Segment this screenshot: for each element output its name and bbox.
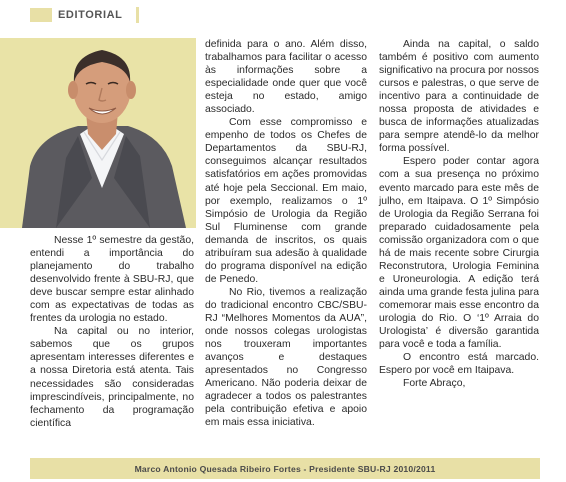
- signature-bar: [30, 458, 540, 479]
- author-signature: Marco Antonio Quesada Ribeiro Fortes - Presidente SBU-RJ 2010/2011: [134, 463, 436, 474]
- paragraph: Com esse compromisso e empenho de todos os Chefes de Departamentos da SBU-RJ, conseguimos alcançar resultados satisfatórios em ações promovidas até hoje pela Seccional. Em maio, por exemplo, realizamos o 1º Simpósio de Urologia da Região Sul Fluminense com grande demanda de inscritos, os quais atribuíram sua adesão à qualidade do programa disponível na edição de Penedo.: [205, 117, 367, 285]
- paragraph: Nesse 1º semestre da gestão, entendi a importância do planejamento do trabalho desenvolvido frente à SBU-RJ, que deve buscar sempre estar alinhado com as expectativas de todas as frentes da urologia no estado.: [30, 235, 194, 325]
- paragraph: Ainda na capital, o saldo também é positivo com aumento significativo na procura por nossos cursos e palestras, o que serve de incentivo para a continuidade de nossa proposta de atividades e busca de informações atualizadas para sempre atendê-lo da melhor forma possível.: [379, 39, 539, 155]
- author-portrait-image: [0, 38, 196, 228]
- header-divider: [136, 7, 139, 23]
- article-column-1: [30, 234, 194, 430]
- paragraph: O encontro está marcado. Espero por você em Itaipava.: [379, 352, 539, 377]
- author-photo: [0, 38, 196, 228]
- section-title: EDITORIAL: [58, 9, 123, 21]
- header-swatch: [30, 8, 52, 22]
- paragraph: Espero poder contar agora com a sua presença no próximo evento marcado para este mês de julho, em Itaipava. O 1º Simpósio de Urologia da Região Serrana foi preparado cuidadosamente pela comissão organizadora com o que há de mais recente sobre Cirurgia Reconstrutora, Urologia Feminina e Uroneurologia. A edição terá ainda uma grande festa julina para comemorar mais esse encontro da urologia do Rio. O ‘1º Arraia do Urologista’ é diversão garantida para você e toda a família.: [379, 156, 540, 351]
- sign-off: Forte Abraço,: [403, 378, 466, 390]
- article-column-2: [205, 38, 367, 429]
- article-column-3: [379, 38, 539, 390]
- paragraph: definida para o ano. Além disso, trabalhamos para facilitar o acesso às informações sobre a especialidade onde quer que você esteja no estado, amigo associado.: [205, 39, 367, 116]
- paragraph: No Rio, tivemos a realização do tradicional encontro CBC/SBU-RJ “Melhores Momentos da AUA”, onde nossos colegas urologistas nos trouxeram importantes avanços e destaques apresentados no Congresso Americano. Não poderia deixar de agradecer a todos os palestrantes pela contribuição efetiva e apoio em mais essa iniciativa.: [205, 286, 367, 429]
- section-header: [30, 6, 122, 24]
- paragraph: Na capital ou no interior, sabemos que os grupos apresentam interesses diferentes e a nossa Diretoria está atenta. Tais necessidades são consideradas imprescindíveis, principalmente, no fechamento da programação científica: [30, 326, 194, 429]
